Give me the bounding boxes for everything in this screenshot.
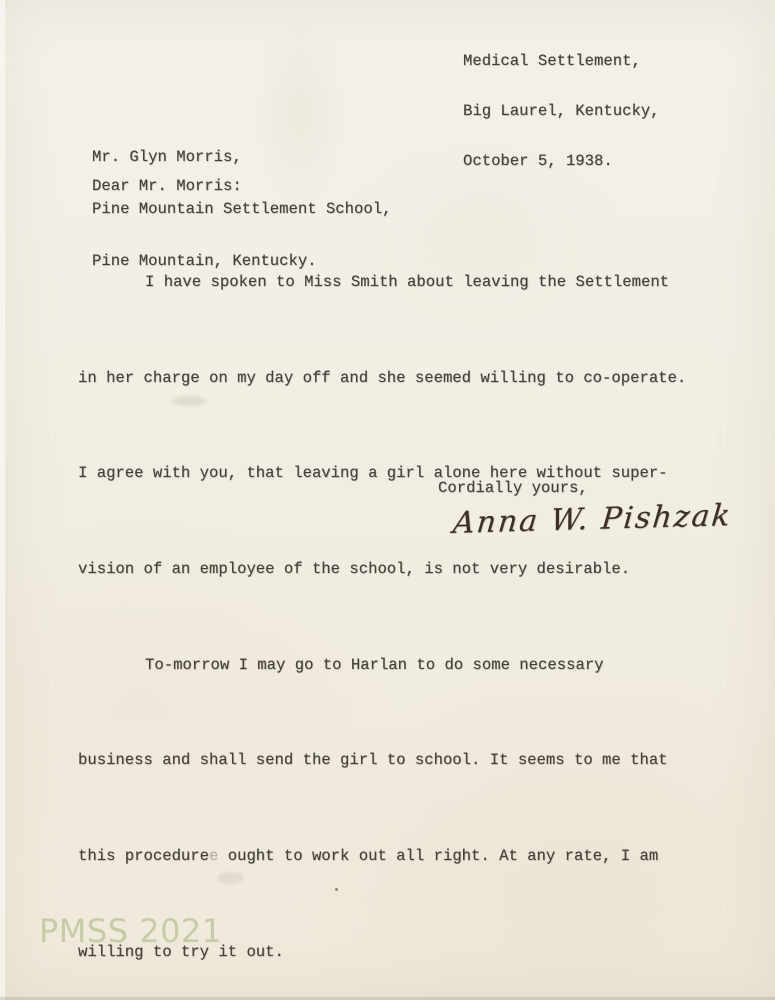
paper-smudge: [218, 872, 244, 884]
body-p2-line-3: [78, 841, 686, 873]
ink-speck: [335, 888, 338, 891]
body-p1-line-4: vision of an employee of the school, is not very desirable.: [78, 559, 631, 578]
letter-date: October 5, 1938.: [463, 151, 613, 170]
body-p1-line-1: I have spoken to Miss Smith about leaving the Settlement: [145, 272, 670, 291]
recipient-name: Mr. Glyn Morris,: [92, 147, 242, 166]
sender-line-1: Medical Settlement,: [463, 52, 641, 71]
sender-line-2: Big Laurel, Kentucky,: [463, 101, 660, 120]
closing-phrase: Cordially yours,: [438, 479, 588, 497]
body-p2-line-2: business and shall send the girl to school. It seems to me that: [78, 751, 668, 770]
letter-body: [78, 200, 687, 1000]
body-p2-line-4: willing to try it out.: [78, 942, 284, 961]
handwritten-signature: Anna W. Pishzak: [451, 498, 734, 541]
body-p1-line-3: I agree with you, that leaving a girl alone here without super-: [78, 464, 668, 483]
body-p2-line-1: To-morrow I may go to Harlan to do some necessary: [145, 655, 604, 674]
watermark: PMSS 2021: [39, 912, 223, 950]
recipient-line-2: Pine Mountain Settlement School,: [92, 200, 392, 219]
erased-character: e: [209, 847, 219, 866]
body-p2-line-3-text-after: ought to work out all right. At any rate, I am: [218, 847, 659, 866]
sender-address-block: [463, 20, 660, 203]
body-p1-line-2: in her charge on my day off and she seemed willing to co-operate.: [78, 368, 687, 387]
body-p2-line-3-text: this procedure: [78, 847, 210, 866]
ink-smudge: [172, 396, 206, 406]
recipient-line-3: Pine Mountain, Kentucky.: [92, 252, 317, 271]
salutation: Dear Mr. Morris:: [92, 177, 242, 195]
